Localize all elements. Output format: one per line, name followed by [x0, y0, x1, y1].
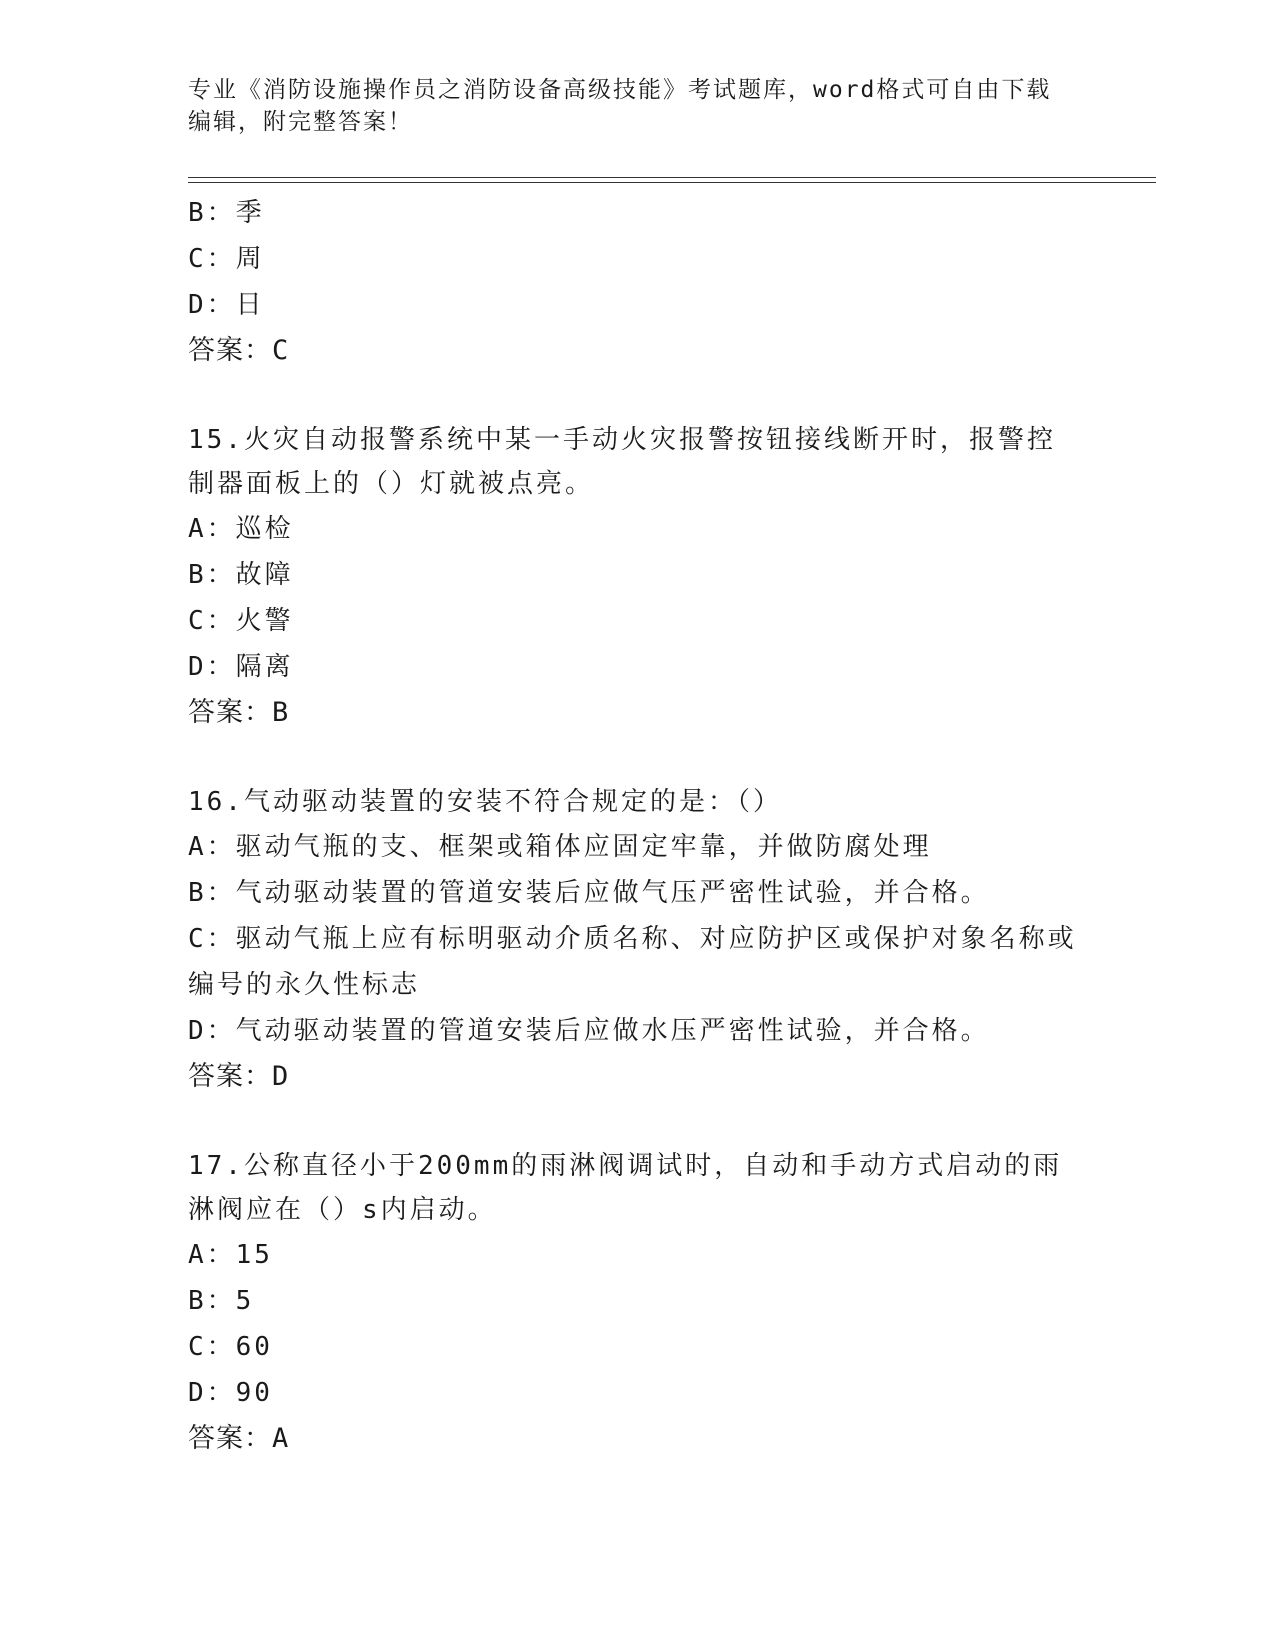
- option-b: B：故障: [188, 560, 294, 590]
- header-rule-top: [188, 177, 1156, 178]
- question-15: [188, 418, 1078, 736]
- option-d: D：隔离: [188, 652, 294, 682]
- option-d: D：日: [188, 290, 265, 320]
- question-17: [188, 1144, 1078, 1462]
- question-stem: 16.气动驱动装置的安装不符合规定的是：（）: [188, 787, 782, 817]
- answer-line: 答案：C: [188, 335, 290, 366]
- answer-line: 答案：A: [188, 1423, 290, 1454]
- option-a: A：驱动气瓶的支、框架或箱体应固定牢靠，并做防腐处理: [188, 832, 932, 862]
- header-rule-bottom: [188, 182, 1156, 183]
- carryover-block: [188, 190, 1078, 374]
- document-header: [188, 74, 1068, 138]
- option-a: A：15: [188, 1240, 273, 1270]
- option-b: B：季: [188, 198, 265, 228]
- option-b: B：气动驱动装置的管道安装后应做气压严密性试验，并合格。: [188, 878, 990, 908]
- option-d: D：气动驱动装置的管道安装后应做水压严密性试验，并合格。: [188, 1016, 990, 1046]
- option-d: D：90: [188, 1378, 273, 1408]
- question-16: [188, 780, 1078, 1100]
- option-b: B：5: [188, 1286, 255, 1316]
- answer-line: 答案：D: [188, 1061, 290, 1092]
- answer-line: 答案：B: [188, 697, 290, 728]
- option-c: C：驱动气瓶上应有标明驱动介质名称、对应防护区或保护对象名称或编号的永久性标志: [188, 924, 1077, 1000]
- option-c: C：火警: [188, 606, 294, 636]
- option-a: A：巡检: [188, 514, 294, 544]
- question-stem: 15.火灾自动报警系统中某一手动火灾报警按钮接线断开时，报警控制器面板上的（）灯就被点亮。: [188, 425, 1056, 499]
- question-content: [188, 190, 1078, 1462]
- header-text: 专业《消防设施操作员之消防设备高级技能》考试题库，word格式可自由下载编辑，附完整答案！: [188, 77, 1052, 135]
- option-c: C：60: [188, 1332, 273, 1362]
- option-c: C：周: [188, 244, 265, 274]
- question-stem: 17.公称直径小于200mm的雨淋阀调试时，自动和手动方式启动的雨淋阀应在（）s内启动。: [188, 1151, 1063, 1225]
